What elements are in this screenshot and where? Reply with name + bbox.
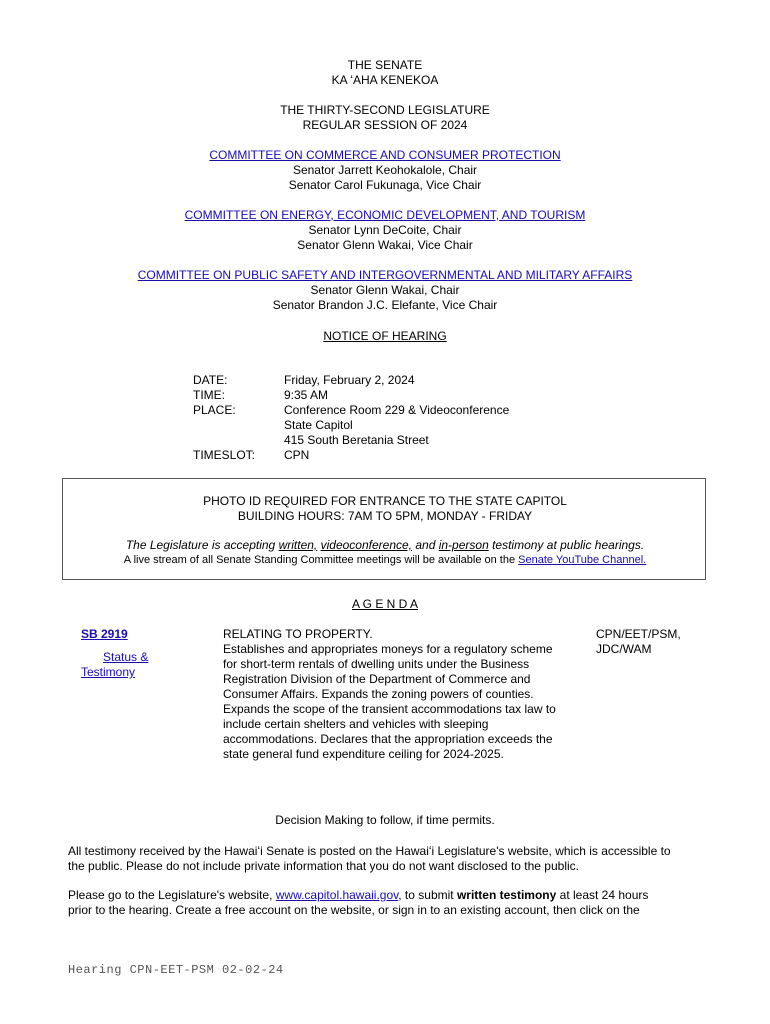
description-line: include certain shelters and vehicles with sleeping (223, 717, 489, 731)
written-testimony-bold: written testimony (456, 888, 557, 902)
stream-prefix: A live stream of all Senate Standing Committee meetings will be available on the (123, 554, 519, 566)
written-link[interactable]: written, (278, 538, 318, 552)
description-line: Expands the scope of the transient accommodations tax law to (223, 702, 556, 716)
committee-1-chair: Senator Jarrett Keohokalole, Chair (292, 163, 478, 177)
description-line: Registration Division of the Department of Commerce and (223, 672, 531, 686)
referral-line-2: JDC/WAM (596, 642, 652, 656)
website-middle: , to submit (398, 888, 457, 902)
capitol-website-link[interactable]: www.capitol.hawaii.gov (275, 888, 399, 902)
testimony-posted-line-1: All testimony received by the Hawaiʻi Senate is posted on the Hawaiʻi Legislature's website, which is accessible to (68, 844, 671, 858)
senate-title: THE SENATE (347, 58, 423, 72)
and-text: and (412, 538, 439, 552)
bill-description (223, 642, 583, 762)
place-line-1: Conference Room 229 & Videoconference (284, 403, 510, 417)
committee-2-link[interactable]: COMMITTEE ON ENERGY, ECONOMIC DEVELOPMENT, AND TOURISM (184, 208, 586, 222)
decision-making: Decision Making to follow, if time permits. (275, 813, 495, 827)
committee-1 (0, 148, 770, 163)
committee-3 (0, 268, 770, 283)
place-line-3: 415 South Beretania Street (284, 433, 429, 447)
committee-1-link[interactable]: COMMITTEE ON COMMERCE AND CONSUMER PROTECTION (209, 148, 561, 162)
timeslot-value: CPN (284, 448, 310, 462)
youtube-channel-link[interactable]: Senate YouTube Channel. (518, 554, 647, 566)
description-line: Consumer Affairs. Expands the zoning powers of counties. (223, 687, 534, 701)
notice-title (0, 329, 770, 344)
testimony-posted-line-2: the public. Please do not include private information that you do not want disclosed to the public. (68, 859, 579, 873)
referral-line-1: CPN/EET/PSM, (596, 627, 681, 641)
bill-number-link[interactable]: SB 2919 (81, 627, 128, 641)
testimony-notice (0, 538, 770, 553)
live-stream-notice (0, 553, 770, 568)
committee-2 (0, 208, 770, 223)
footer-hearing-id: Hearing CPN-EET-PSM 02-02-24 (68, 963, 284, 977)
description-line: accommodations. Declares that the appropriation exceeds the (223, 732, 553, 746)
in-person-link[interactable]: in-person (438, 538, 489, 552)
photo-id-notice: PHOTO ID REQUIRED FOR ENTRANCE TO THE STATE CAPITOL (203, 494, 567, 508)
building-hours: BUILDING HOURS: 7AM TO 5PM, MONDAY - FRIDAY (237, 509, 533, 523)
time-value: 9:35 AM (284, 388, 329, 402)
timeslot-label: TIMESLOT: (193, 448, 256, 462)
place-line-2: State Capitol (284, 418, 353, 432)
bill-title: RELATING TO PROPERTY. (223, 627, 373, 641)
videoconference-link[interactable]: videoconference, (320, 538, 413, 552)
legislature-title: THE THIRTY-SECOND LEGISLATURE (280, 103, 490, 117)
committee-2-vice-chair: Senator Glenn Wakai, Vice Chair (297, 238, 473, 252)
time-label: TIME: (193, 388, 225, 402)
committee-1-vice-chair: Senator Carol Fukunaga, Vice Chair (288, 178, 482, 192)
agenda-title-text: A G E N D A (351, 597, 419, 611)
committee-3-vice-chair: Senator Brandon J.C. Elefante, Vice Chair (272, 298, 498, 312)
website-instructions-line-1 (68, 888, 648, 903)
website-suffix: at least 24 hours (556, 888, 649, 902)
notice-title-text: NOTICE OF HEARING (323, 329, 447, 343)
status-link-line-1[interactable]: Status & (103, 650, 149, 664)
committee-3-chair: Senator Glenn Wakai, Chair (310, 283, 460, 297)
date-value: Friday, February 2, 2024 (284, 373, 415, 387)
status-link-line-2[interactable]: Testimony (81, 665, 136, 679)
description-line: Establishes and appropriates moneys for a regulatory scheme (223, 642, 553, 656)
session-title: REGULAR SESSION OF 2024 (302, 118, 468, 132)
testimony-suffix: testimony at public hearings. (488, 538, 645, 552)
senate-hawaiian-title: KA ʻAHA KENEKOA (331, 73, 439, 87)
website-prefix: Please go to the Legislature's website, (68, 888, 276, 902)
description-line: for short-term rentals of dwelling units under the Business (223, 657, 530, 671)
description-line: state general fund expenditure ceiling for 2024-2025. (223, 747, 504, 761)
agenda-title (0, 597, 770, 612)
committee-2-chair: Senator Lynn DeCoite, Chair (308, 223, 462, 237)
committee-3-link[interactable]: COMMITTEE ON PUBLIC SAFETY AND INTERGOVERNMENTAL AND MILITARY AFFAIRS (137, 268, 633, 282)
testimony-prefix: The Legislature is accepting (125, 538, 279, 552)
date-label: DATE: (193, 373, 228, 387)
website-instructions-line-2: prior to the hearing. Create a free account on the website, or sign in to an existing account, then click on the (68, 903, 640, 917)
place-label: PLACE: (193, 403, 236, 417)
